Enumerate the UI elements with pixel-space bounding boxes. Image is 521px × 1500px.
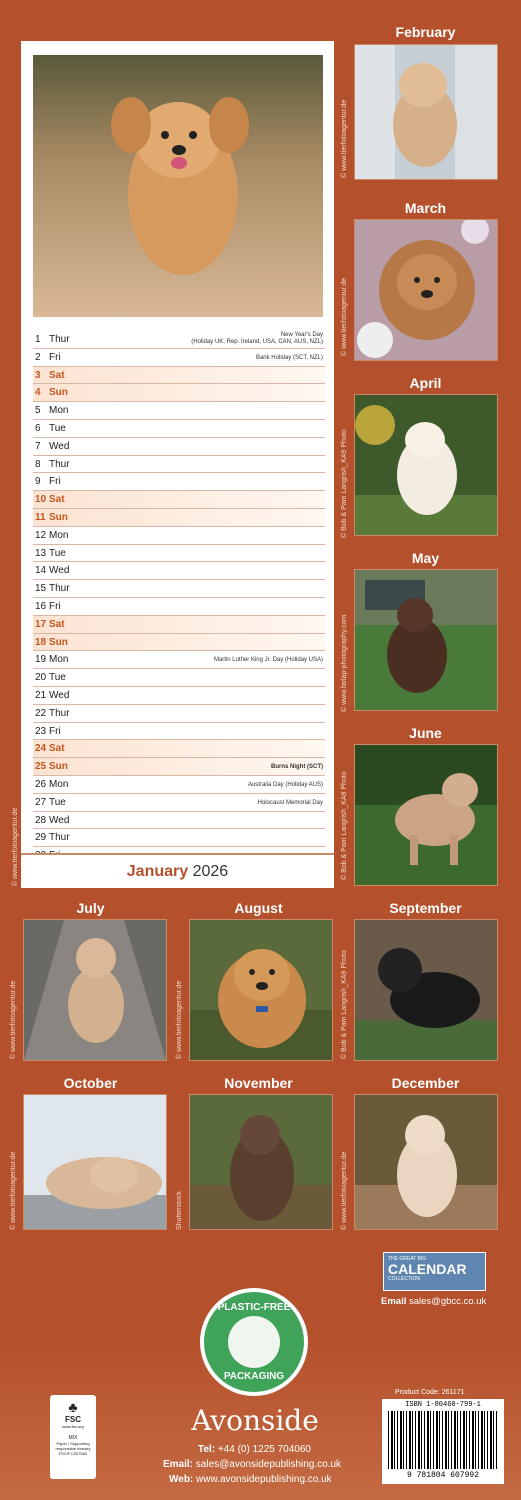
day-number: 3 <box>35 369 41 381</box>
june-photo <box>354 744 498 886</box>
day-row <box>33 651 325 669</box>
month-year-label <box>21 853 334 888</box>
day-number: 10 <box>35 494 47 506</box>
day-name: Sun <box>49 511 68 523</box>
day-number: 13 <box>35 547 47 559</box>
photo-credit-may: © www.farlap-photography.com <box>341 614 348 712</box>
day-name: Sun <box>49 387 68 399</box>
day-row <box>33 491 325 509</box>
day-row <box>33 829 325 847</box>
day-row <box>33 794 325 812</box>
event-detail: (Holiday UK, Rep. Ireland, USA, CAN, AUS, NZL) <box>191 339 323 345</box>
day-name: Tue <box>49 672 66 684</box>
october-photo <box>23 1094 167 1230</box>
day-number: 29 <box>35 832 47 844</box>
photo-credit-september: © Bob & Pam Langrish_KA9 Photo <box>341 950 348 1059</box>
day-number: 23 <box>35 725 47 737</box>
day-number: 15 <box>35 583 47 595</box>
march-photo <box>354 219 498 361</box>
day-row <box>33 367 325 385</box>
january-calendar-panel <box>21 41 334 886</box>
day-number: 6 <box>35 422 41 434</box>
day-number: 27 <box>35 796 47 808</box>
day-name: Sat <box>49 369 65 381</box>
photo-credit-february: © www.tierfotoagentur.de <box>341 99 348 178</box>
may-photo <box>354 569 498 711</box>
year: 2026 <box>192 863 229 880</box>
gbcc-email <box>381 1296 486 1307</box>
day-row <box>33 687 325 705</box>
month-title-may: May <box>411 550 440 566</box>
event-text: New Year's Day <box>280 332 323 338</box>
day-name: Tue <box>49 547 66 559</box>
photo-credit-march: © www.tierfotoagentur.de <box>341 277 348 356</box>
january-photo <box>33 55 323 317</box>
photo-credit-june: © Bob & Pam Langrish_KA9 Photo <box>341 771 348 880</box>
gbcc-line3: COLLECTION <box>388 1276 420 1282</box>
fsc-logo <box>50 1395 96 1479</box>
day-number: 26 <box>35 778 47 790</box>
day-row <box>33 616 325 634</box>
month-title-september: September <box>389 900 462 916</box>
day-row <box>33 758 325 776</box>
gbcc-email-value: sales@gbcc.co.uk <box>409 1296 487 1307</box>
day-number: 20 <box>35 672 47 684</box>
day-name: Mon <box>49 654 69 666</box>
day-number: 4 <box>35 387 41 399</box>
photo-credit-august: © www.tierfotoagentur.de <box>176 980 183 1059</box>
photo-credit-november: Shutterstock <box>176 1191 183 1230</box>
day-name: Sun <box>49 636 68 648</box>
day-event <box>258 800 323 807</box>
day-number: 16 <box>35 600 47 612</box>
day-row <box>33 349 325 367</box>
day-number: 12 <box>35 529 47 541</box>
day-row <box>33 740 325 758</box>
event-text: Burns Night (SCT) <box>271 764 323 771</box>
avonside-brand: Avonside <box>191 1404 319 1437</box>
day-name: Tue <box>49 796 66 808</box>
day-row <box>33 705 325 723</box>
month-title-august: August <box>234 900 283 916</box>
day-number: 19 <box>35 654 47 666</box>
plastic-free-text: PLASTIC-FREE <box>217 1302 291 1313</box>
day-name: Sat <box>49 494 65 506</box>
day-name: Sat <box>49 743 65 755</box>
day-row <box>33 527 325 545</box>
day-row <box>33 545 325 563</box>
isbn-text: ISBN 1-80460-799-1 <box>405 1401 481 1409</box>
month-title-july: July <box>76 900 105 916</box>
day-name: Thur <box>49 334 70 345</box>
day-name: Fri <box>49 351 61 363</box>
day-name: Thur <box>49 458 70 470</box>
day-name: Thur <box>49 832 70 844</box>
day-row <box>33 473 325 491</box>
day-name: Mon <box>49 529 69 541</box>
month-title-october: October <box>63 1075 118 1091</box>
day-event <box>256 355 323 362</box>
photo-credit-october: © www.tierfotoagentur.de <box>10 1151 17 1230</box>
day-row <box>33 384 325 402</box>
day-number: 18 <box>35 636 47 648</box>
web-value: www.avonsidepublishing.co.uk <box>196 1474 332 1485</box>
day-number: 17 <box>35 618 47 630</box>
product-code: Product Code: 261171 <box>395 1389 465 1396</box>
day-name: Wed <box>49 689 70 701</box>
day-row <box>33 420 325 438</box>
day-row <box>33 509 325 527</box>
day-name: Thur <box>49 707 70 719</box>
fsc-mix: MIX <box>68 1435 78 1441</box>
day-name: Mon <box>49 405 69 417</box>
day-row <box>33 331 325 349</box>
event-text: Australia Day (Holiday AUS) <box>247 781 323 788</box>
february-photo <box>354 44 498 180</box>
day-row <box>33 598 325 616</box>
day-name: Sun <box>49 761 68 773</box>
web-label: Web: <box>169 1474 194 1485</box>
barcode <box>382 1399 504 1484</box>
day-number: 25 <box>35 761 47 773</box>
packaging-text: PACKAGING <box>223 1371 285 1382</box>
month-name: January <box>126 863 189 880</box>
day-number: 7 <box>35 440 41 452</box>
web-line <box>169 1474 332 1485</box>
gbcc-email-label: Email <box>381 1296 407 1307</box>
november-photo <box>189 1094 333 1230</box>
day-event <box>271 764 323 771</box>
day-name: Fri <box>49 725 61 737</box>
email-line <box>163 1459 341 1470</box>
day-number: 22 <box>35 707 47 719</box>
day-event <box>214 657 323 664</box>
day-number: 21 <box>35 689 47 701</box>
day-name: Fri <box>49 600 61 612</box>
fsc-label: FSC <box>65 1415 81 1424</box>
day-event <box>248 782 323 789</box>
tel-label: Tel: <box>198 1444 216 1455</box>
tel-value: +44 (0) 1225 704060 <box>217 1444 311 1455</box>
day-row <box>33 456 325 474</box>
gbcc-logo <box>383 1252 486 1291</box>
day-row <box>33 402 325 420</box>
gbcc-line2: CALENDAR <box>388 1261 467 1277</box>
august-photo <box>189 919 333 1061</box>
day-number: 14 <box>35 565 47 577</box>
day-row <box>33 776 325 794</box>
event-text: Holocaust Memorial Day <box>257 799 323 806</box>
day-number: 28 <box>35 814 47 826</box>
day-name: Thur <box>49 583 70 595</box>
photo-credit-january: © www.tierfotoagentur.de <box>12 807 19 886</box>
day-row <box>33 438 325 456</box>
day-name: Wed <box>49 814 70 826</box>
tree-icon: ♣ <box>68 1399 78 1415</box>
photo-credit-december: © www.tierfotoagentur.de <box>341 1151 348 1230</box>
photo-credit-july: © www.tierfotoagentur.de <box>10 980 17 1059</box>
photo-credit-april: © Bob & Pam Langrish_KA9 Photo <box>341 429 348 538</box>
december-photo <box>354 1094 498 1230</box>
tel-line <box>198 1444 311 1455</box>
day-row <box>33 812 325 830</box>
day-row <box>33 562 325 580</box>
gbcc-line1: THE GREAT BIG <box>388 1256 427 1262</box>
fsc-text: Paper | Supporting responsible forestry <box>55 1441 91 1451</box>
july-photo <box>23 919 167 1061</box>
month-title-march: March <box>404 200 447 216</box>
day-name: Fri <box>49 476 61 488</box>
event-text: Martin Luther King Jr. Day (Holiday USA) <box>213 657 323 664</box>
day-number: 5 <box>35 405 41 417</box>
day-number: 9 <box>35 476 41 488</box>
day-number: 1 <box>35 334 41 345</box>
fsc-url: www.fsc.org <box>62 1424 84 1429</box>
month-title-november: November <box>224 1075 293 1091</box>
day-number: 24 <box>35 743 47 755</box>
day-row <box>33 723 325 741</box>
day-number: 2 <box>35 351 41 363</box>
month-title-february: February <box>395 24 456 40</box>
month-title-june: June <box>409 725 442 741</box>
day-row <box>33 580 325 598</box>
day-name: Wed <box>49 440 70 452</box>
recycle-leaf-icon <box>228 1316 280 1368</box>
day-number: 11 <box>35 511 46 523</box>
day-name: Wed <box>49 565 70 577</box>
month-title-december: December <box>391 1075 460 1091</box>
fsc-code: FSC® C007683 <box>58 1451 88 1456</box>
day-name: Sat <box>49 618 65 630</box>
plastic-free-badge <box>200 1288 308 1396</box>
day-number: 8 <box>35 458 41 470</box>
day-name: Tue <box>49 422 66 434</box>
email-value: sales@avonsidepublishing.co.uk <box>195 1459 342 1470</box>
barcode-bars <box>388 1411 498 1469</box>
day-list <box>33 331 325 883</box>
day-name: Mon <box>49 778 69 790</box>
barcode-number: 9 781804 607992 <box>406 1471 479 1480</box>
april-photo <box>354 394 498 536</box>
month-title-april: April <box>409 375 442 391</box>
day-row <box>33 669 325 687</box>
day-row <box>33 634 325 652</box>
event-text: Bank Holiday (SCT, NZL) <box>255 354 323 361</box>
september-photo <box>354 919 498 1061</box>
day-event <box>191 332 323 346</box>
email-label: Email: <box>163 1459 194 1470</box>
